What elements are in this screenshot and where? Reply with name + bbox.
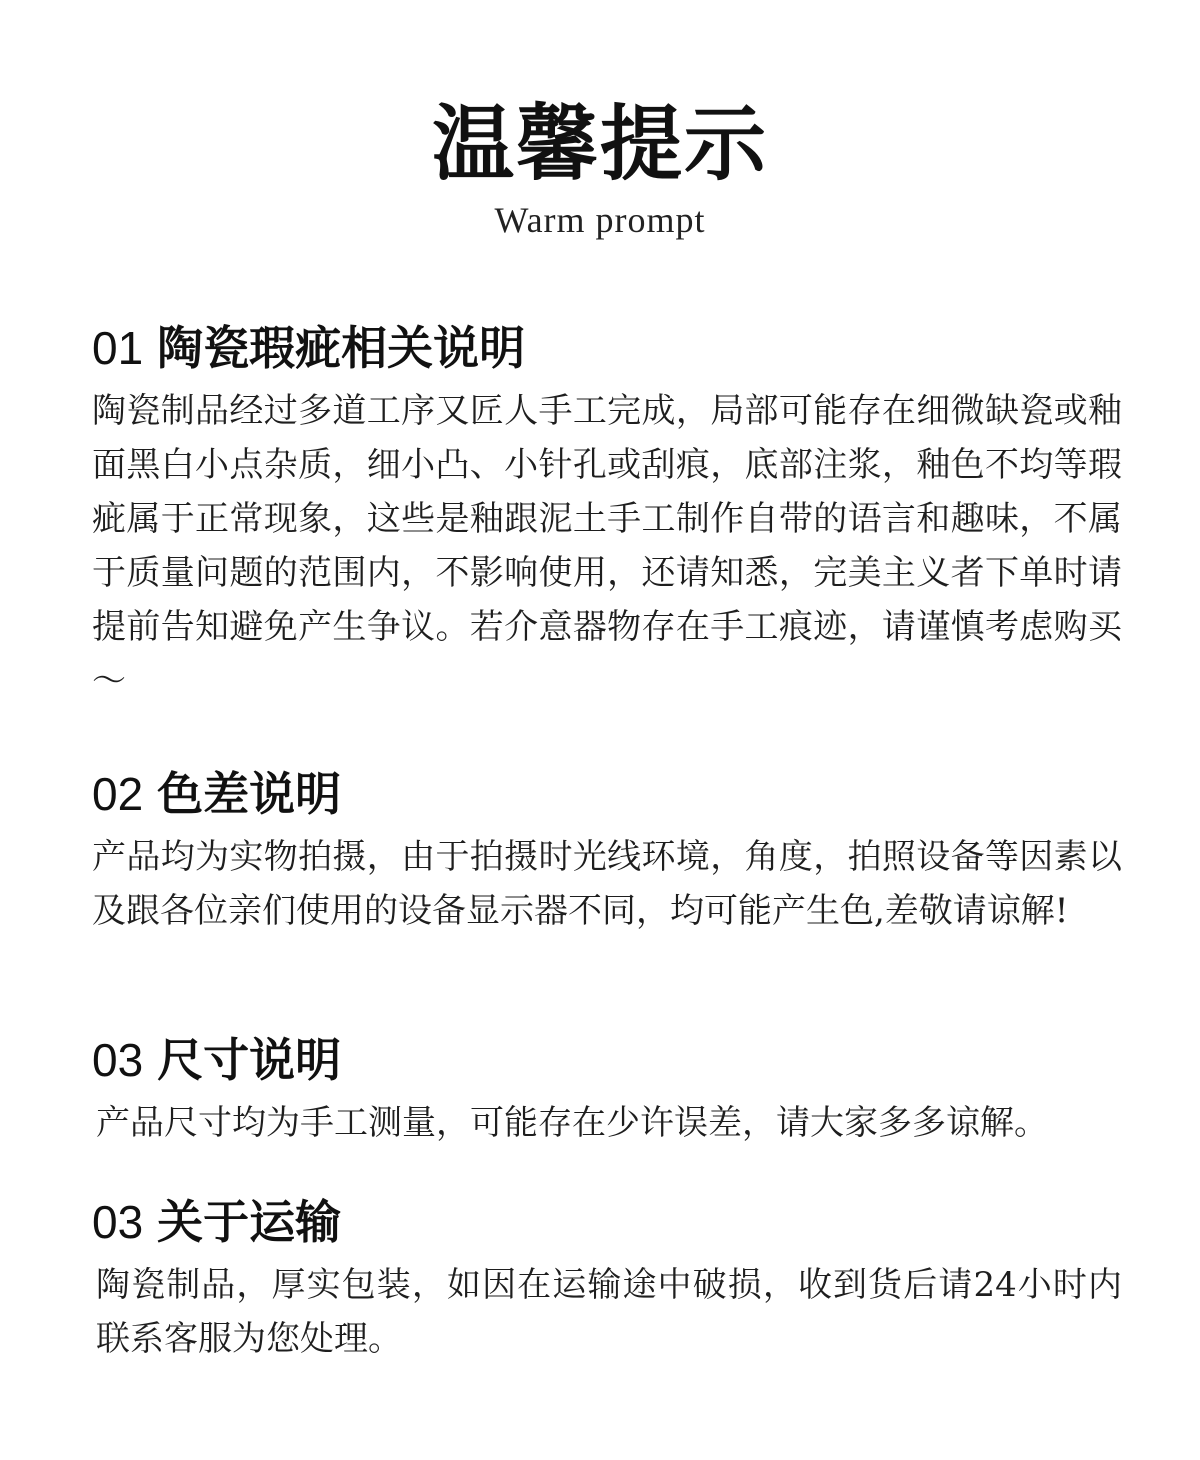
- section-color-difference: [92, 764, 1122, 938]
- page-title: 温馨提示: [431, 96, 768, 192]
- page-subtitle: Warm prompt: [494, 200, 706, 240]
- section-heading: [92, 318, 1122, 378]
- section-title: 尺寸说明: [157, 1033, 342, 1087]
- section-heading: [92, 1030, 1122, 1090]
- section-body: 产品均为实物拍摄，由于拍摄时光线环境，角度，拍照设备等因素以及跟各位亲们使用的设备显示器不同，均可能产生色,差敬请谅解!: [92, 837, 1122, 931]
- section-shipping: [92, 1192, 1122, 1366]
- section-number: 02: [92, 768, 144, 820]
- section-title: 关于运输: [157, 1195, 342, 1249]
- section-body: 陶瓷制品，厚实包装，如因在运输途中破损，收到货后请24小时内联系客服为您处理。: [96, 1265, 1122, 1359]
- section-size: [92, 1030, 1122, 1150]
- section-body: 产品尺寸均为手工测量，可能存在少许误差，请大家多多谅解。: [96, 1103, 1048, 1143]
- section-number: 01: [92, 322, 144, 374]
- page-header: [0, 92, 1200, 242]
- section-number: 03: [92, 1196, 144, 1248]
- section-title: 陶瓷瑕疵相关说明: [157, 321, 526, 375]
- section-heading: [92, 764, 1122, 824]
- section-body: 陶瓷制品经过多道工序又匠人手工完成，局部可能存在细微缺瓷或釉面黑白小点杂质，细小凸、小针孔或刮痕，底部注浆，釉色不均等瑕疵属于正常现象，这些是釉跟泥土手工制作自带的语言和趣味，不属于质量问题的范围内，不影响使用，还请知悉，完美主义者下单时请提前告知避免产生争议。若介意器物存在手工痕迹，请谨慎考虑购买～: [92, 391, 1122, 701]
- section-title: 色差说明: [157, 767, 342, 821]
- section-heading: [92, 1192, 1122, 1252]
- section-ceramic-flaws: [92, 318, 1122, 708]
- section-number: 03: [92, 1034, 144, 1086]
